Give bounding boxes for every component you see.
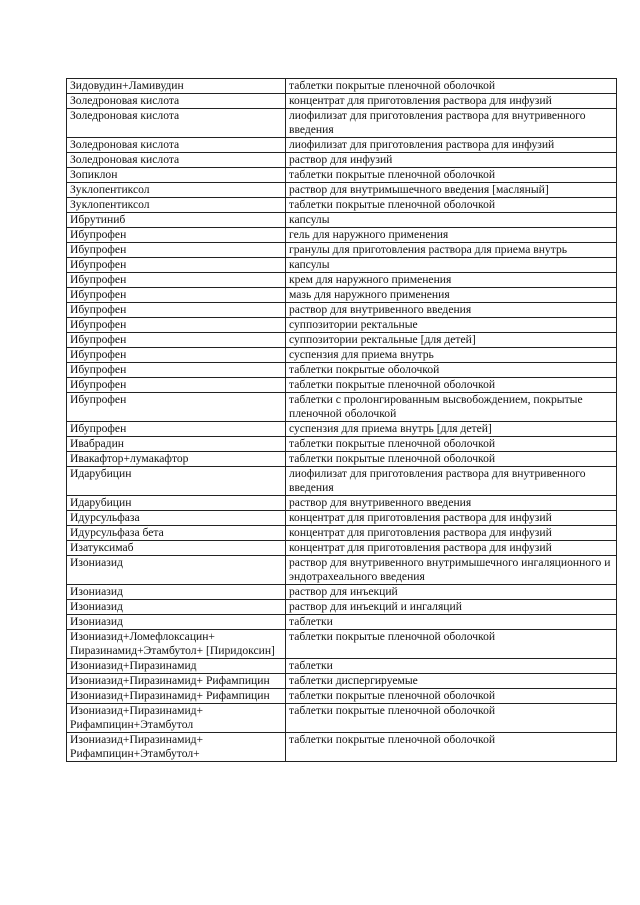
dosage-form-cell: таблетки покрытые пленочной оболочкой — [286, 378, 617, 393]
dosage-form-cell: суспензия для приема внутрь [для детей] — [286, 422, 617, 437]
drug-name-cell: Ибупрофен — [67, 303, 286, 318]
dosage-form-cell: лиофилизат для приготовления раствора для инфузий — [286, 138, 617, 153]
drug-name-cell: Золедроновая кислота — [67, 153, 286, 168]
table-row — [67, 659, 617, 674]
dosage-form-cell: таблетки покрытые пленочной оболочкой — [286, 79, 617, 94]
table-row — [67, 258, 617, 273]
dosage-form-cell: раствор для инфузий — [286, 153, 617, 168]
dosage-form-cell: концентрат для приготовления раствора для инфузий — [286, 541, 617, 556]
dosage-form-cell: таблетки покрытые пленочной оболочкой — [286, 168, 617, 183]
drug-name-cell: Золедроновая кислота — [67, 109, 286, 138]
drug-name-cell: Зуклопентиксол — [67, 183, 286, 198]
drug-name-cell: Золедроновая кислота — [67, 138, 286, 153]
drug-name-cell: Ибупрофен — [67, 288, 286, 303]
drug-name-cell: Ибупрофен — [67, 363, 286, 378]
drug-name-cell: Ибупрофен — [67, 333, 286, 348]
drug-name-cell: Изониазид — [67, 600, 286, 615]
drug-name-cell: Изониазид+Пиразинамид+ Рифампицин+Этамбутол+ — [67, 733, 286, 762]
drug-name-cell: Зуклопентиксол — [67, 198, 286, 213]
drug-name-cell: Идурсульфаза бета — [67, 526, 286, 541]
drug-name-cell: Изониазид — [67, 585, 286, 600]
table-row — [67, 422, 617, 437]
table-row — [67, 467, 617, 496]
table-row — [67, 689, 617, 704]
dosage-form-cell: таблетки — [286, 659, 617, 674]
drug-name-cell: Ибупрофен — [67, 422, 286, 437]
dosage-form-cell: таблетки с пролонгированным высвобождением, покрытые пленочной оболочкой — [286, 393, 617, 422]
drug-name-cell: Ибупрофен — [67, 243, 286, 258]
table-row — [67, 333, 617, 348]
dosage-form-cell: концентрат для приготовления раствора для инфузий — [286, 526, 617, 541]
dosage-form-cell: раствор для внутривенного введения — [286, 496, 617, 511]
dosage-form-cell: суспензия для приема внутрь — [286, 348, 617, 363]
dosage-form-cell: раствор для внутривенного внутримышечного ингаляционного и эндотрахеального введения — [286, 556, 617, 585]
drug-name-cell: Ивакафтор+лумакафтор — [67, 452, 286, 467]
drug-name-cell: Изониазид+Пиразинамид — [67, 659, 286, 674]
table-row — [67, 348, 617, 363]
table-row — [67, 288, 617, 303]
drug-name-cell: Идарубицин — [67, 496, 286, 511]
drug-name-cell: Изониазид — [67, 615, 286, 630]
dosage-form-cell: концентрат для приготовления раствора для инфузий — [286, 94, 617, 109]
table-row — [67, 437, 617, 452]
table-row — [67, 109, 617, 138]
table-row — [67, 526, 617, 541]
dosage-form-cell: раствор для инъекций и ингаляций — [286, 600, 617, 615]
dosage-form-cell: раствор для инъекций — [286, 585, 617, 600]
table-row — [67, 153, 617, 168]
dosage-form-cell: таблетки покрытые пленочной оболочкой — [286, 704, 617, 733]
dosage-form-cell: таблетки покрытые пленочной оболочкой — [286, 630, 617, 659]
dosage-form-cell: гель для наружного применения — [286, 228, 617, 243]
drug-name-cell: Ибупрофен — [67, 318, 286, 333]
dosage-form-cell: таблетки покрытые оболочкой — [286, 363, 617, 378]
table-row — [67, 496, 617, 511]
table-row — [67, 273, 617, 288]
table-row — [67, 733, 617, 762]
drug-name-cell: Идурсульфаза — [67, 511, 286, 526]
dosage-form-cell: суппозитории ректальные [для детей] — [286, 333, 617, 348]
dosage-form-cell: концентрат для приготовления раствора для инфузий — [286, 511, 617, 526]
dosage-form-cell: мазь для наружного применения — [286, 288, 617, 303]
table-row — [67, 303, 617, 318]
dosage-form-cell: лиофилизат для приготовления раствора для внутривенного введения — [286, 467, 617, 496]
drug-name-cell: Ибупрофен — [67, 273, 286, 288]
drug-name-cell: Ибупрофен — [67, 228, 286, 243]
table-row — [67, 630, 617, 659]
drug-name-cell: Ибупрофен — [67, 393, 286, 422]
table-row — [67, 378, 617, 393]
dosage-form-cell: таблетки покрытые пленочной оболочкой — [286, 437, 617, 452]
table-row — [67, 556, 617, 585]
table-row — [67, 198, 617, 213]
table-row — [67, 585, 617, 600]
dosage-form-cell: капсулы — [286, 258, 617, 273]
dosage-form-cell: таблетки покрытые пленочной оболочкой — [286, 198, 617, 213]
drug-name-cell: Ибупрофен — [67, 348, 286, 363]
drug-name-cell: Изатуксимаб — [67, 541, 286, 556]
table-row — [67, 243, 617, 258]
table-row — [67, 541, 617, 556]
drug-name-cell: Зопиклон — [67, 168, 286, 183]
dosage-form-cell: таблетки покрытые пленочной оболочкой — [286, 452, 617, 467]
dosage-form-cell: лиофилизат для приготовления раствора для внутривенного введения — [286, 109, 617, 138]
drug-name-cell: Ибупрофен — [67, 378, 286, 393]
dosage-form-cell: таблетки покрытые пленочной оболочкой — [286, 733, 617, 762]
table-row — [67, 94, 617, 109]
table-row — [67, 213, 617, 228]
table-body — [67, 79, 617, 762]
table-row — [67, 363, 617, 378]
drug-name-cell: Изониазид+Пиразинамид+ Рифампицин — [67, 674, 286, 689]
dosage-form-cell: таблетки покрытые пленочной оболочкой — [286, 689, 617, 704]
table-row — [67, 511, 617, 526]
drug-name-cell: Ибупрофен — [67, 258, 286, 273]
dosage-form-cell: таблетки — [286, 615, 617, 630]
dosage-form-cell: таблетки диспергируемые — [286, 674, 617, 689]
drug-name-cell: Ибрутиниб — [67, 213, 286, 228]
drug-name-cell: Зидовудин+Ламивудин — [67, 79, 286, 94]
table-row — [67, 168, 617, 183]
dosage-form-cell: раствор для внутривенного введения — [286, 303, 617, 318]
table-row — [67, 393, 617, 422]
dosage-form-cell: гранулы для приготовления раствора для приема внутрь — [286, 243, 617, 258]
drug-name-cell: Изониазид+Пиразинамид+ Рифампицин+Этамбутол — [67, 704, 286, 733]
table-row — [67, 228, 617, 243]
table-row — [67, 318, 617, 333]
drug-name-cell: Золедроновая кислота — [67, 94, 286, 109]
drug-name-cell: Идарубицин — [67, 467, 286, 496]
dosage-form-cell: капсулы — [286, 213, 617, 228]
table-row — [67, 600, 617, 615]
drug-name-cell: Ивабрадин — [67, 437, 286, 452]
drug-name-cell: Изониазид+Пиразинамид+ Рифампицин — [67, 689, 286, 704]
drug-name-cell: Изониазид+Ломефлоксацин+ Пиразинамид+Этамбутол+ [Пиридоксин] — [67, 630, 286, 659]
table-row — [67, 674, 617, 689]
table-row — [67, 138, 617, 153]
table-row — [67, 704, 617, 733]
table-row — [67, 615, 617, 630]
drug-name-cell: Изониазид — [67, 556, 286, 585]
table-row — [67, 183, 617, 198]
dosage-form-cell: раствор для внутримышечного введения [масляный] — [286, 183, 617, 198]
table-row — [67, 452, 617, 467]
dosage-form-cell: суппозитории ректальные — [286, 318, 617, 333]
table-row — [67, 79, 617, 94]
drug-forms-table — [66, 78, 617, 762]
dosage-form-cell: крем для наружного применения — [286, 273, 617, 288]
